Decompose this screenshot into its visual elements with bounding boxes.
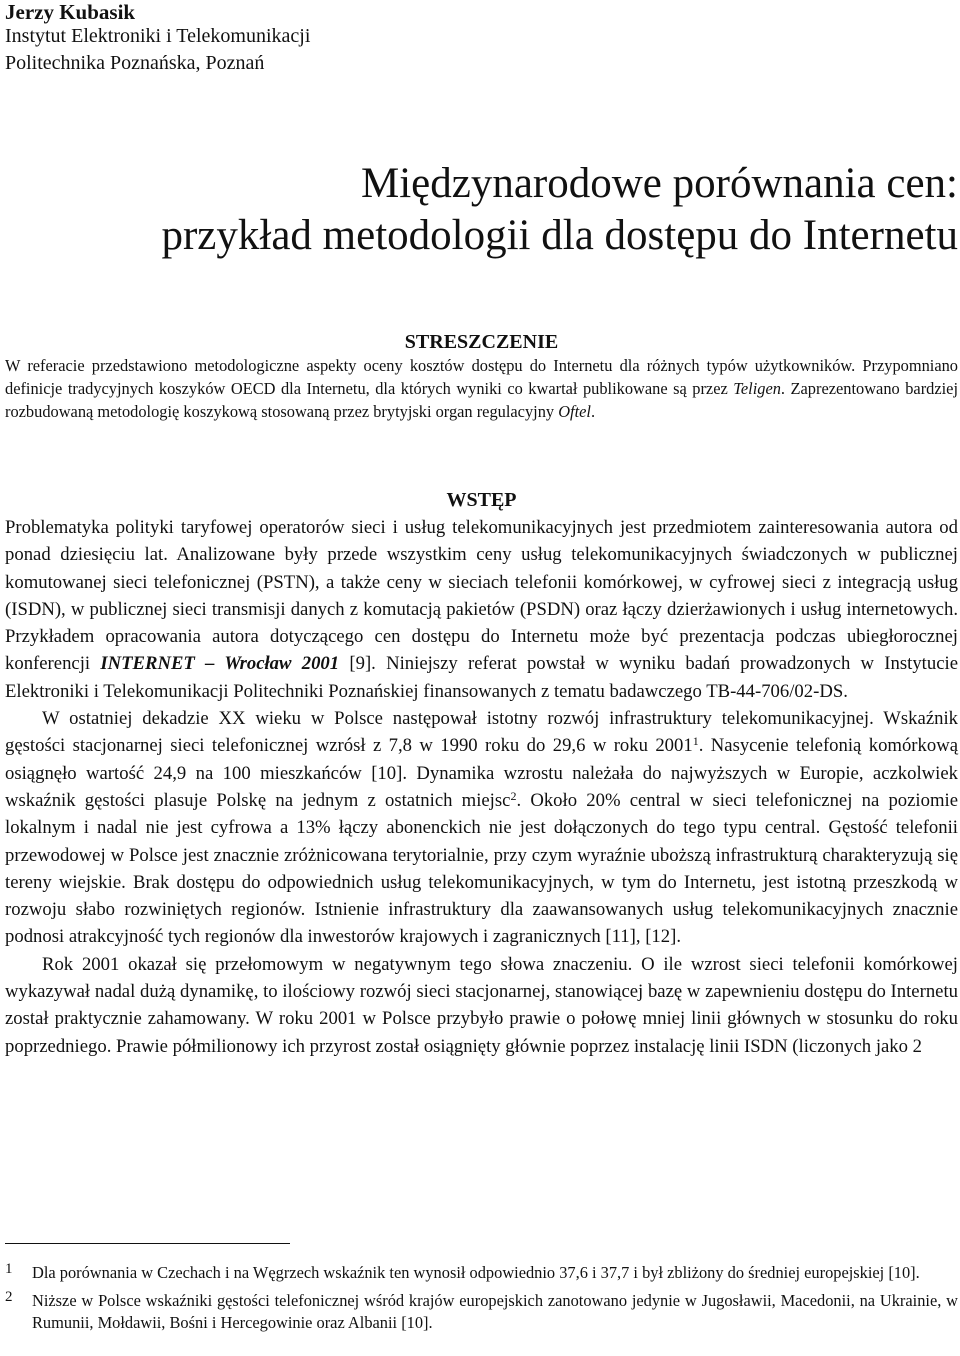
footnote-1 xyxy=(5,1262,958,1284)
footnote-2 xyxy=(5,1290,958,1334)
author-name: Jerzy Kubasik xyxy=(5,0,136,24)
paragraph-2-text-c: . Około 20% central w sieci telefonicznej na poziomie lokalnym i nadal nie jest cyfrowa a 13% łączy abonenckich nie jest dołączonych do tego typu central. Gęstość telefonii przewodowej w Polsce jest znacznie zróżnicowana terytorialnie, przy czym wyraźnie uboższą infrastrukturą charakteryzują się tereny wiejskie. Brak dostępu do odpowiednich usług telekomunikacyjnych, w tym do Internetu, jest istotną przeszkodą w rozwoju słabo rozwiniętych regionów. Istnienie infrastruktury dla zaawansowanych usług telekomunikacyjnych znacznie podnosi atrakcyjność tych regionów dla inwestorów krajowych i zagranicznych [11], [12]. xyxy=(5,789,958,948)
teligen-name: Teligen xyxy=(733,379,781,398)
footnote-text: Dla porównania w Czechach i na Węgrzech wskaźnik ten wynosił odpowiednio 37,6 i 37,7 i był zbliżony do średniej europejskiej [10]. xyxy=(32,1263,920,1282)
abstract-text-c: . xyxy=(590,402,596,421)
paragraph-1 xyxy=(5,514,958,705)
author-affiliation-institute: Instytut Elektroniki i Telekomunikacji xyxy=(5,25,311,47)
footnote-divider xyxy=(5,1243,290,1244)
section-heading: WSTĘP xyxy=(446,489,517,511)
paragraph-1-text-a: Problematyka polityki taryfowej operatorów sieci i usług telekomunikacyjnych jest przedmiotem zainteresowania autora od ponad dziesięciu lat. Analizowane były przede wszystkim ceny usług telekomunikacyjnych świadczonych w publicznej komutowanej sieci telefonicznej (PSTN), a także ceny w sieciach telefonii komórkowej, w cyfrowej sieci z integracją usług (ISDN), w publicznej sieci transmisji danych z komutacją pakietów (PSDN) oraz łączy dzierżawionych i usług internetowych. Przykładem opracowania autora dotyczącego cen dostępu do Internetu może być prezentacja podczas ubiegłorocznej konferencji xyxy=(5,517,958,675)
paper-title-line-2: przykład metodologii dla dostępu do Internetu xyxy=(161,212,958,259)
paragraph-1-text-b: [9]. Niniejszy referat powstał w wyniku badań prowadzonych w Instytucie Elektroniki i Telekomunikacji Politechniki Poznańskiej finansowanych z tematu badawczego TB-44-706/02-DS. xyxy=(5,653,958,702)
footnote-ref-1[interactable]: 1 xyxy=(692,734,699,749)
paragraph-2 xyxy=(5,705,958,951)
abstract-text xyxy=(5,354,958,423)
paper-title-line-1: Międzynarodowe porównania cen: xyxy=(360,160,958,207)
abstract-text-a: W referacie przedstawiono metodologiczne aspekty oceny kosztów dostępu do Internetu dla różnych typów użytkowników. Przypomniano definicje tradycyjnych koszyków OECD dla Internetu, dla których wyniki co kwartał publikowane są przez xyxy=(5,356,958,398)
paragraph-3: Rok 2001 okazał się przełomowym w negatywnym tego słowa znaczeniu. O ile wzrost sieci telefonii komórkowej wykazywał nadal dużą dynamikę, to ilościowy rozwój sieci stacjonarnej, stanowiącej bazę w zapewnieniu dostępu do Internetu został praktycznie zahamowany. W roku 2001 w Polsce przybyło prawie o połowę mniej linii głównych w stosunku do roku poprzedniego. Prawie półmilionowy ich przyrost został osiągnięty głównie poprzez instalację linii ISDN (liczonych jako 2 xyxy=(5,953,958,1057)
paragraph-2-text-b: . Nasycenie telefonią komórkową osiągnęło wartość 24,9 na 100 mieszkańców [10]. Dynamika wzrostu należała do najwyższych w Europie, aczkolwiek wskaźnik gęstości plasuje Polskę na jednym z ostatnich miejsc xyxy=(5,735,959,811)
abstract-heading: STRESZCZENIE xyxy=(404,331,559,353)
section-body xyxy=(5,514,958,1060)
footnotes xyxy=(5,1262,958,1340)
footnote-number: 1 xyxy=(5,1261,13,1277)
footnote-text: Niższe w Polsce wskaźniki gęstości telefonicznej wśród krajów europejskich zanotowano jedynie w Jugosławii, Macedonii, na Ukrainie, w Rumunii, Mołdawii, Bośni i Hercegowinie oraz Albanii [10]. xyxy=(32,1291,958,1332)
footnote-number: 2 xyxy=(5,1289,13,1305)
footnote-ref-2[interactable]: 2 xyxy=(510,788,517,803)
conference-name: INTERNET – Wrocław 2001 xyxy=(100,653,340,675)
paragraph-2-text-a: W ostatniej dekadzie XX wieku w Polsce następował istotny rozwój infrastruktury telekomunikacyjnej. Wskaźnik gęstości stacjonarnej sieci telefonicznej wzrósł z 7,8 w 1990 roku do 29,6 w roku 2001 xyxy=(5,708,958,757)
oftel-name: Oftel xyxy=(558,402,591,421)
abstract-text-b: . Zaprezentowano bardziej rozbudowaną metodologię koszykową stosowaną przez brytyjski organ regulacyjny xyxy=(5,379,959,421)
author-affiliation-university: Politechnika Poznańska, Poznań xyxy=(5,52,265,74)
